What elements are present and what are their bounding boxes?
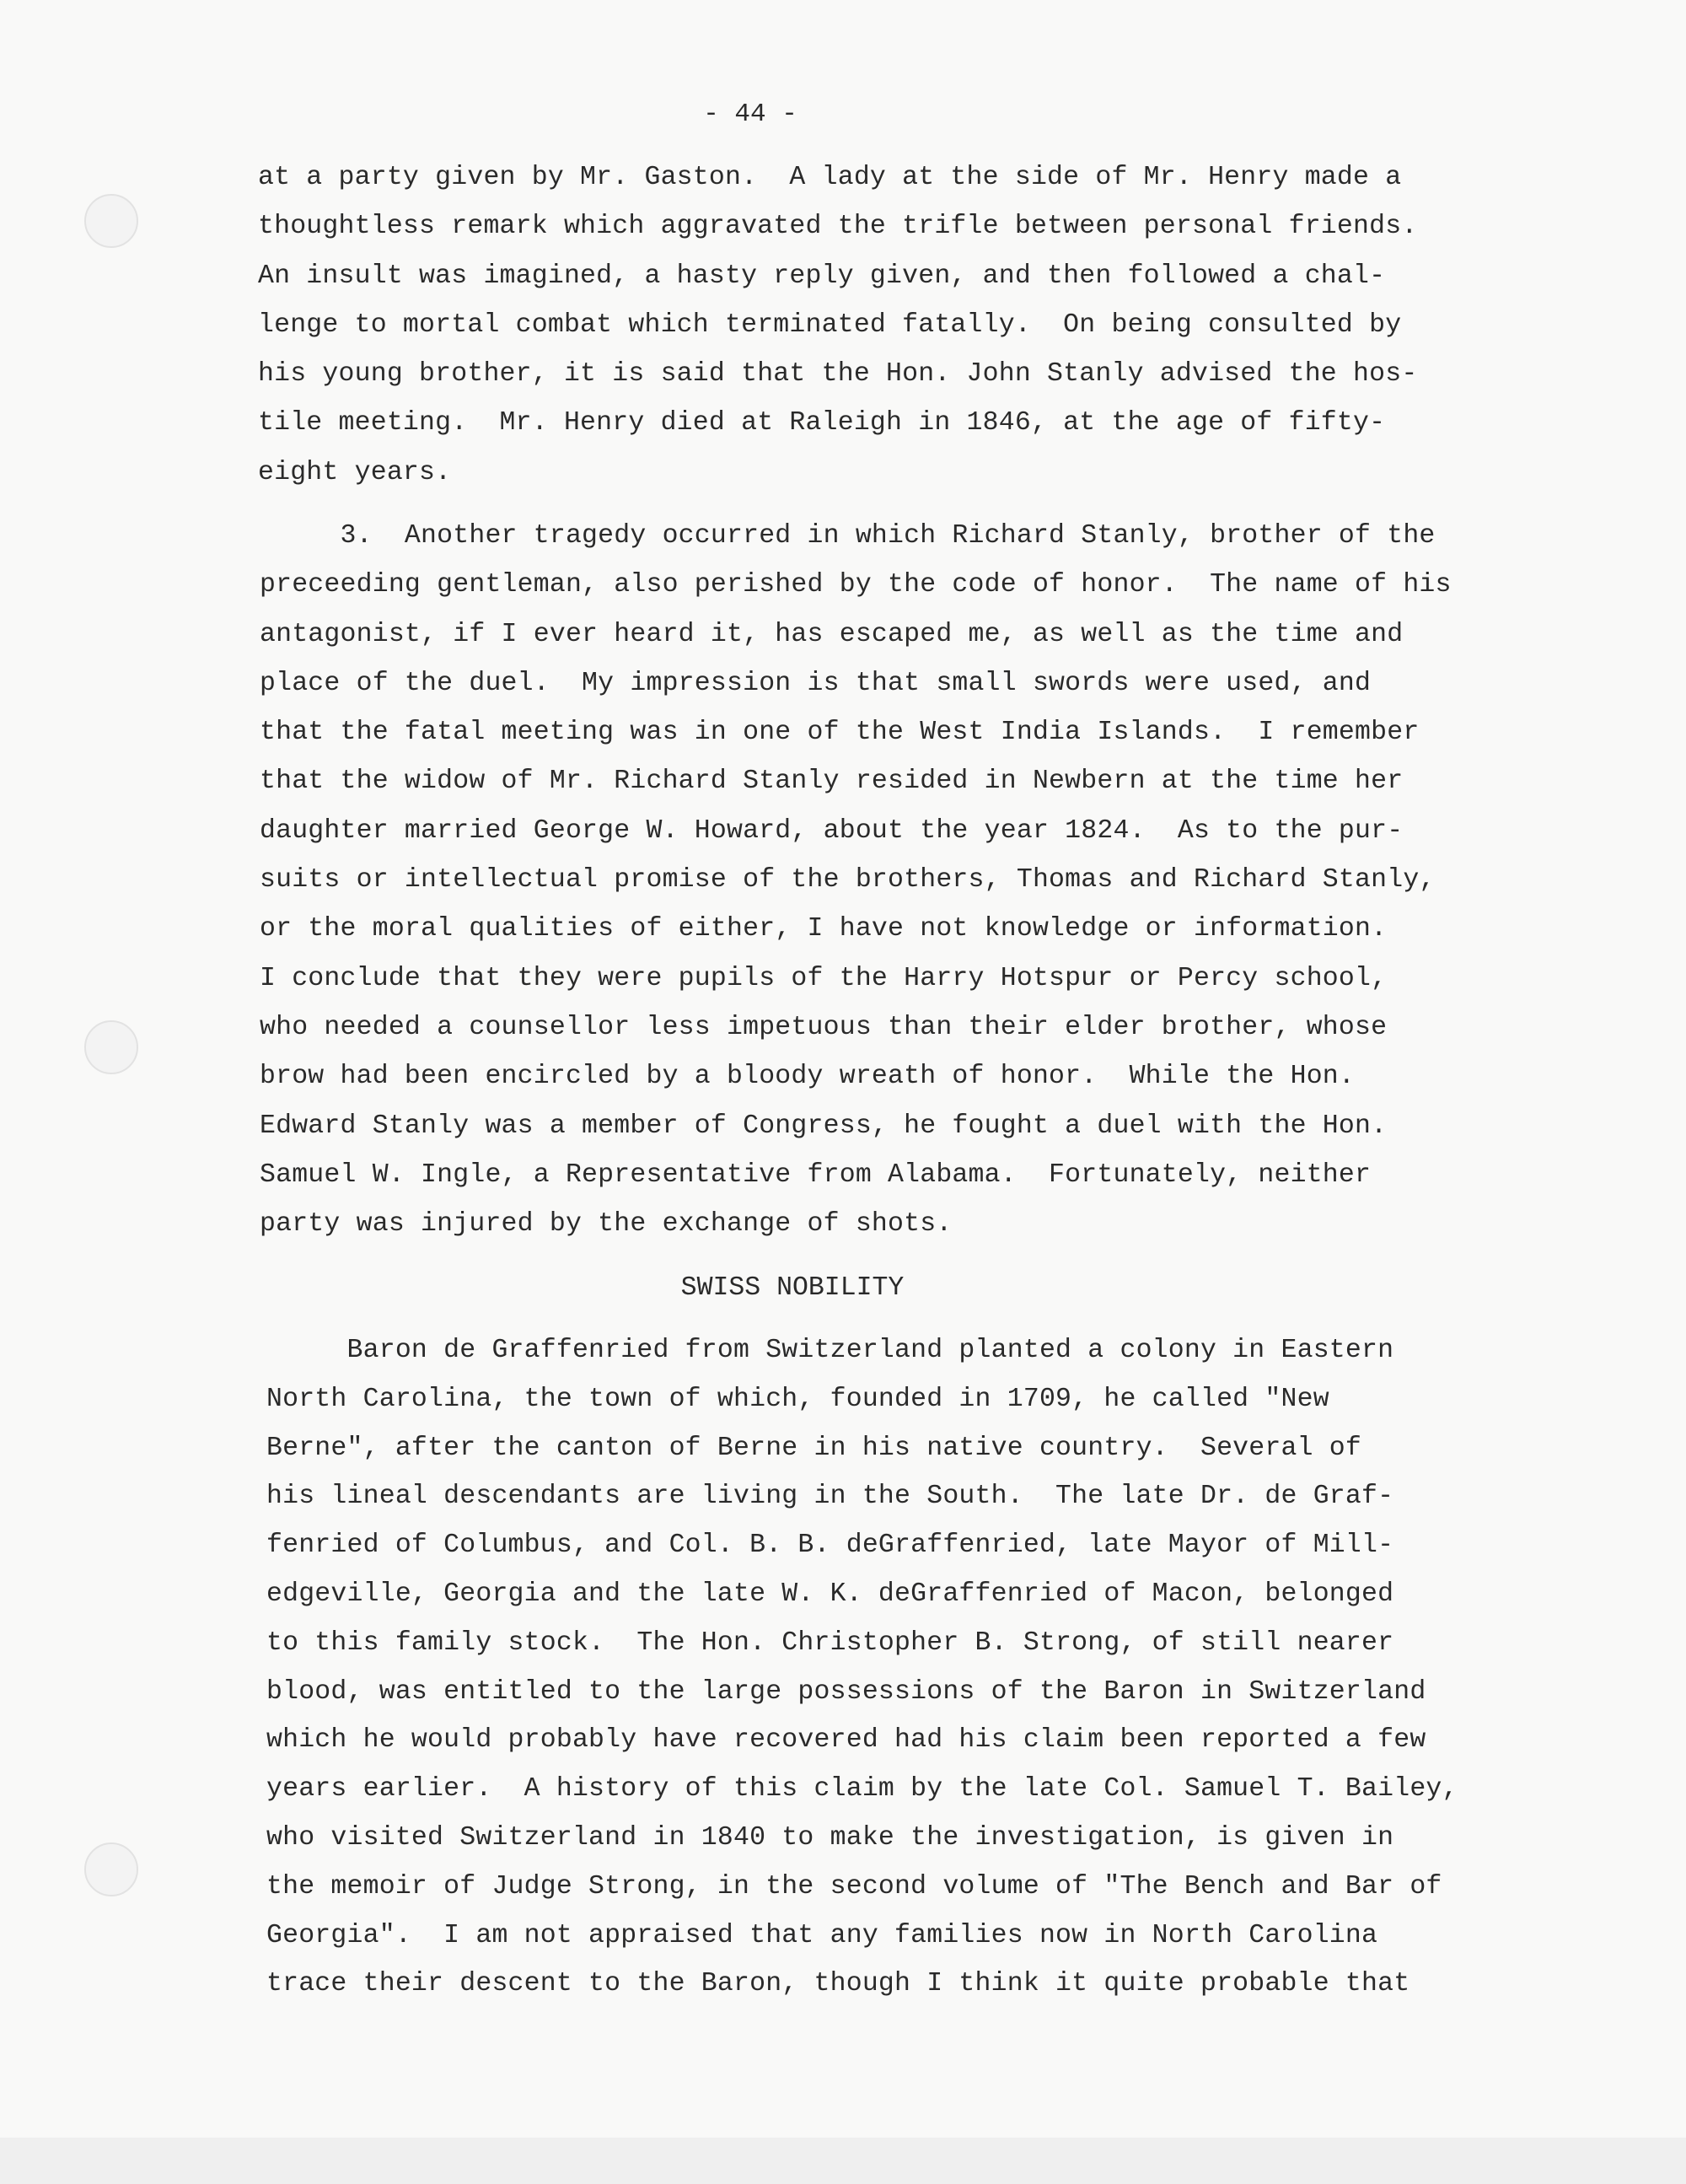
text-line: place of the duel. My impression is that small swords were used, and xyxy=(260,668,1372,698)
text-line: Berne", after the canton of Berne in his native country. Several of xyxy=(266,1433,1362,1463)
text-line: Samuel W. Ingle, a Representative from Alabama. Fortunately, neither xyxy=(260,1159,1372,1190)
text-line: tile meeting. Mr. Henry died at Raleigh in 1846, at the age of fifty- xyxy=(258,408,1386,438)
text-line: suits or intellectual promise of the brothers, Thomas and Richard Stanly, xyxy=(260,865,1436,896)
text-line: that the widow of Mr. Richard Stanly resided in Newbern at the time her xyxy=(260,767,1404,797)
text-line: antagonist, if I ever heard it, has escaped me, as well as the time and xyxy=(260,619,1404,649)
text-line: blood, was entitled to the large possessions of the Baron in Switzerland xyxy=(266,1676,1426,1707)
text-line: his lineal descendants are living in the South. The late Dr. de Graf- xyxy=(266,1482,1394,1512)
text-line: party was injured by the exchange of shots. xyxy=(260,1209,953,1240)
text-line: An insult was imagined, a hasty reply given, and then followed a chal- xyxy=(258,261,1386,291)
text-line: at a party given by Mr. Gaston. A lady at the side of Mr. Henry made a xyxy=(258,163,1402,192)
text-line: brow had been encircled by a bloody wreath of honor. While the Hon. xyxy=(260,1062,1356,1092)
text-line: who needed a counsellor less impetuous than their elder brother, whose xyxy=(260,1012,1388,1042)
text-line: the memoir of Judge Strong, in the second volume of "The Bench and Bar of xyxy=(266,1871,1442,1902)
text-line: daughter married George W. Howard, about the year 1824. As to the pur- xyxy=(260,815,1404,846)
text-line: years earlier. A history of this claim by the late Col. Samuel T. Bailey, xyxy=(266,1774,1458,1805)
text-line: thoughtless remark which aggravated the trifle between personal friends. xyxy=(258,212,1418,242)
punch-hole xyxy=(84,1020,138,1074)
section-heading: SWISS NOBILITY xyxy=(680,1273,905,1303)
text-line: edgeville, Georgia and the late W. K. deGraffenried of Macon, belonged xyxy=(266,1579,1394,1609)
text-line: who visited Switzerland in 1840 to make the investigation, is given in xyxy=(266,1822,1394,1853)
punch-hole xyxy=(84,194,138,248)
paragraph xyxy=(266,1326,1458,2009)
text-line: Baron de Graffenried from Switzerland planted a colony in Eastern xyxy=(266,1336,1394,1365)
text-line: trace their descent to the Baron, though I think it quite probable that xyxy=(266,1969,1410,1999)
text-line: or the moral qualities of either, I have not knowledge or information. xyxy=(260,914,1388,944)
page-number: - 44 - xyxy=(703,100,797,129)
text-line: lenge to mortal combat which terminated fatally. On being consulted by xyxy=(258,309,1402,340)
text-line: fenried of Columbus, and Col. B. B. deGraffenried, late Mayor of Mill- xyxy=(266,1530,1394,1561)
punch-hole xyxy=(84,1842,138,1896)
text-line: Georgia". I am not appraised that any families now in North Carolina xyxy=(266,1920,1378,1950)
text-line: eight years. xyxy=(258,457,452,487)
text-line: that the fatal meeting was in one of the West India Islands. I remember xyxy=(260,718,1420,748)
text-line: Edward Stanly was a member of Congress, he fought a duel with the Hon. xyxy=(260,1111,1388,1141)
text-line: preceeding gentleman, also perished by the code of honor. The name of his xyxy=(260,570,1452,600)
text-line: his young brother, it is said that the Hon. John Stanly advised the hos- xyxy=(258,359,1418,390)
text-line: to this family stock. The Hon. Christopher B. Strong, of still nearer xyxy=(266,1627,1394,1658)
text-line: which he would probably have recovered had his claim been reported a few xyxy=(266,1725,1426,1756)
text-line: I conclude that they were pupils of the Harry Hotspur or Percy school, xyxy=(260,963,1388,993)
text-line: North Carolina, the town of which, founded in 1709, he called "New xyxy=(266,1384,1329,1414)
paragraph xyxy=(258,153,1417,498)
paragraph xyxy=(260,512,1452,1249)
text-line: 3. Another tragedy occurred in which Richard Stanly, brother of the xyxy=(260,521,1436,551)
